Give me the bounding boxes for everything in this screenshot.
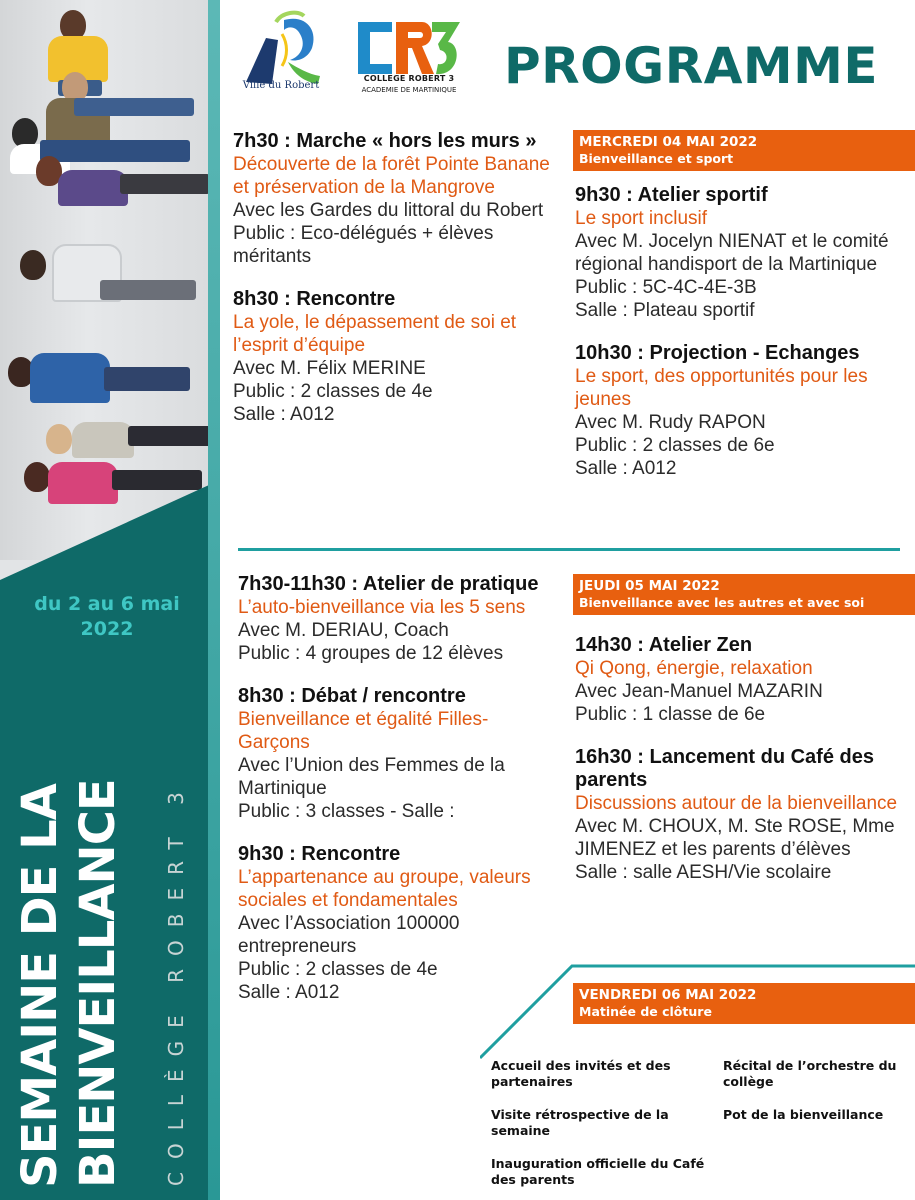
vertical-title-line1: SEMAINE DE LA: [12, 784, 68, 1188]
event-detail: Avec M. Jocelyn NIENAT et le comité régional handisport de la Martinique: [575, 231, 889, 275]
event-topic: La yole, le dépassement de soi et l’esprit d’équipe: [233, 312, 517, 356]
event-time: 9h30 : Atelier sportif: [575, 184, 768, 206]
closing-items-left: [491, 1058, 706, 1188]
closing-item: Inauguration officielle du Café des parents: [491, 1156, 705, 1187]
event-topic: Discussions autour de la bienveillance: [575, 793, 898, 814]
section-divider: [238, 548, 900, 551]
event-time: 7h30-11h30 : Atelier de pratique: [238, 573, 539, 595]
ville-du-robert-label: Ville du Robert: [242, 80, 320, 91]
event-block: [233, 130, 553, 268]
event-block: [233, 288, 553, 426]
event-detail: Public : Eco-délégués + élèves méritants: [233, 223, 494, 267]
sidebar-panel: [0, 0, 220, 1200]
day-banner-friday: [573, 983, 915, 1024]
event-detail: Salle : Plateau sportif: [575, 300, 755, 321]
event-dates: du 2 au 6 mai 2022: [34, 593, 180, 640]
event-detail: Avec M. Rudy RAPON: [575, 412, 766, 433]
event-block: [575, 746, 907, 884]
event-detail: Avec M. DERIAU, Coach: [238, 620, 449, 641]
event-topic: Bienveillance et égalité Filles-Garçons: [238, 709, 489, 753]
event-topic: Qi Qong, énergie, relaxation: [575, 658, 813, 679]
event-detail: Salle : A012: [575, 458, 677, 479]
vertical-subtitle: COLLÈGE ROBERT 3: [164, 779, 188, 1186]
event-detail: Public : 2 classes de 6e: [575, 435, 775, 456]
events-column-top-left: [233, 130, 553, 446]
event-time: 9h30 : Rencontre: [238, 843, 401, 865]
events-column-thursday: [575, 634, 907, 904]
event-block: [238, 573, 556, 665]
event-topic: Le sport inclusif: [575, 208, 708, 229]
event-detail: Salle : A012: [238, 982, 340, 1003]
page-title: PROGRAMME: [504, 37, 879, 95]
event-block: [575, 342, 907, 480]
event-block: [238, 685, 556, 823]
event-detail: Avec l’Union des Femmes de la Martinique: [238, 755, 505, 799]
event-time: 8h30 : Débat / rencontre: [238, 685, 466, 707]
events-column-bottom-left: [238, 573, 556, 1024]
people-photo: [0, 0, 220, 560]
event-topic: L’auto-bienveillance via les 5 sens: [238, 597, 526, 618]
event-detail: Avec M. CHOUX, M. Ste ROSE, Mme JIMENEZ et les parents d’élèves: [575, 816, 895, 860]
event-detail: Avec l’Association 100000 entrepreneurs: [238, 913, 460, 957]
event-topic: Découverte de la forêt Pointe Banane et préservation de la Mangrove: [233, 154, 550, 198]
day-banner-thursday: [573, 574, 915, 615]
event-time: 16h30 : Lancement du Café des parents: [575, 746, 874, 791]
event-detail: Public : 4 groupes de 12 élèves: [238, 643, 504, 664]
event-block: [575, 634, 907, 726]
event-detail: Public : 5C-4C-4E-3B: [575, 277, 757, 298]
day-theme: Bienveillance et sport: [579, 151, 734, 166]
event-detail: Avec Jean-Manuel MAZARIN: [575, 681, 823, 702]
closing-item: Visite rétrospective de la semaine: [491, 1107, 669, 1138]
event-detail: Public : 1 classe de 6e: [575, 704, 766, 725]
event-time: 7h30 : Marche « hors les murs »: [233, 130, 537, 152]
day-date: VENDREDI 06 MAI 2022: [579, 987, 757, 1003]
event-detail: Salle : A012: [233, 404, 335, 425]
closing-item: Récital de l’orchestre du collège: [723, 1058, 897, 1089]
day-date: JEUDI 05 MAI 2022: [579, 578, 720, 594]
closing-item: Accueil des invités et des partenaires: [491, 1058, 671, 1089]
day-banner-wednesday: [573, 130, 915, 171]
event-time: 8h30 : Rencontre: [233, 288, 396, 310]
day-theme: Matinée de clôture: [579, 1004, 712, 1019]
college-name-label: COLLEGE ROBERT 3: [363, 74, 455, 83]
event-detail: Salle : salle AESH/Vie scolaire: [575, 862, 832, 883]
event-detail: Public : 2 classes de 4e: [233, 381, 433, 402]
event-topic: L’appartenance au groupe, valeurs sociales et fondamentales: [238, 867, 531, 911]
event-block: [575, 184, 907, 322]
events-column-wednesday: [575, 184, 907, 500]
event-topic: Le sport, des opportunités pour les jeunes: [575, 366, 868, 410]
college-robert-3-logo: [352, 14, 464, 80]
day-date: MERCREDI 04 MAI 2022: [579, 134, 758, 150]
event-detail: Public : 2 classes de 4e: [238, 959, 438, 980]
closing-items-right: [723, 1058, 913, 1123]
event-time: 10h30 : Projection - Echanges: [575, 342, 860, 364]
event-detail: Public : 3 classes - Salle :: [238, 801, 455, 822]
closing-item: Pot de la bienveillance: [723, 1107, 884, 1122]
day-theme: Bienveillance avec les autres et avec soi: [579, 595, 865, 610]
event-time: 14h30 : Atelier Zen: [575, 634, 753, 656]
college-academy-label: ACADEMIE DE MARTINIQUE: [361, 86, 457, 94]
vertical-title-line2: BIENVEILLANCE: [70, 779, 126, 1188]
accent-stripe: [208, 0, 220, 1200]
event-detail: Avec les Gardes du littoral du Robert: [233, 200, 544, 221]
event-detail: Avec M. Félix MERINE: [233, 358, 426, 379]
